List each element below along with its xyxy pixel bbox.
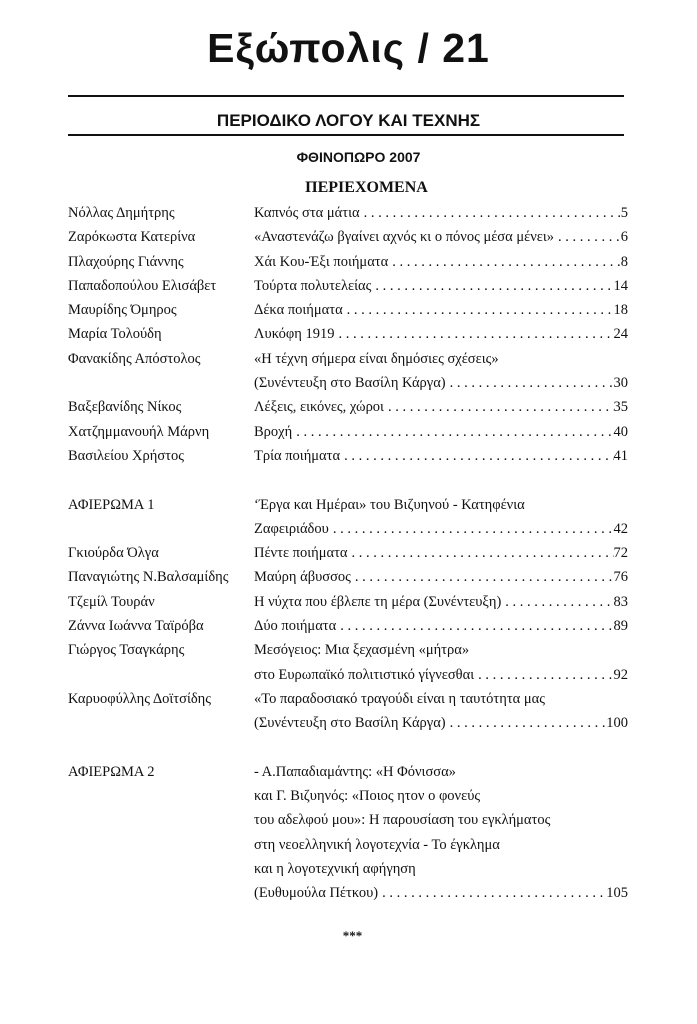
toc-title-block — [254, 565, 628, 589]
toc-title-block — [254, 250, 628, 274]
toc-page-number: 105 — [606, 885, 628, 902]
toc-title-line — [254, 444, 628, 468]
toc-title-line — [254, 493, 628, 517]
toc-page-number: 83 — [613, 593, 628, 610]
toc-title-line — [254, 517, 628, 541]
toc-page-number: 100 — [606, 715, 628, 732]
toc-author: Γιώργος Τσαγκάρης — [68, 642, 185, 659]
toc-title-block — [254, 347, 628, 396]
dot-leader — [329, 517, 614, 541]
toc-entry — [68, 395, 628, 419]
toc-entry — [68, 760, 628, 906]
dot-leader — [351, 565, 614, 589]
toc-title-block — [254, 201, 628, 225]
masthead-title: Εξώπολις / 21 — [207, 25, 490, 71]
toc-title-block — [254, 274, 628, 298]
toc-entry — [68, 347, 628, 396]
toc-title-line — [254, 371, 628, 395]
dot-leader — [501, 590, 613, 614]
toc-page-number: 40 — [613, 423, 628, 440]
toc-page-number: 30 — [613, 375, 628, 392]
dot-leader — [474, 663, 613, 687]
journal-subtitle: ΠΕΡΙΟΔΙΚΟ ΛΟΓΟΥ ΚΑΙ ΤΕΧΝΗΣ — [216, 111, 481, 130]
toc-page-number: 24 — [613, 326, 628, 343]
toc-author: Καρυοφύλλης Δοϊτσίδης — [68, 690, 212, 707]
table-of-contents — [68, 201, 628, 906]
toc-entry — [68, 298, 628, 322]
toc-work-title: ‘Έργα και Ημέραι» του Βιζυηνού - Κατηφένια — [254, 496, 525, 513]
toc-work-title: (Συνέντευξη στο Βασίλη Κάργα) — [254, 715, 446, 732]
toc-title-line — [254, 541, 628, 565]
toc-work-title: Μεσόγειος: Μια ξεχασμένη «μήτρα» — [254, 642, 470, 659]
toc-title-line — [254, 250, 628, 274]
toc-title-line — [254, 225, 628, 249]
toc-page-number: 72 — [613, 545, 628, 562]
toc-title-line — [254, 881, 628, 905]
toc-entry — [68, 687, 628, 736]
toc-page-number: 35 — [613, 399, 628, 416]
toc-work-title: «Η τέχνη σήμερα είναι δημόσιες σχέσεις» — [254, 350, 499, 367]
toc-author: Βασιλείου Χρήστος — [68, 447, 184, 464]
toc-page-number: 18 — [613, 302, 628, 319]
toc-work-title: Χάι Κου-Έξι ποιήματα — [254, 253, 389, 270]
dot-leader — [335, 322, 614, 346]
toc-entry — [68, 420, 628, 444]
toc-title-line — [254, 638, 628, 662]
toc-title-line — [254, 201, 628, 225]
toc-author: Φανακίδης Απόστολος — [68, 350, 201, 367]
toc-work-title: Βροχή — [254, 423, 293, 440]
toc-work-title: και Γ. Βιζυηνός: «Ποιος ητον ο φονεύς — [254, 788, 481, 805]
dot-leader — [360, 201, 621, 225]
toc-work-title: Καπνός στα μάτια — [254, 205, 360, 221]
toc-work-title: στο Ευρωπαϊκό πολιτιστικό γίγνεσθαι — [254, 666, 475, 683]
toc-title-line — [254, 322, 628, 346]
toc-page-number: 8 — [620, 253, 628, 270]
toc-title-line — [254, 395, 628, 419]
toc-work-title: στη νεοελληνική λογοτεχνία - Το έγκλημα — [254, 836, 500, 853]
toc-work-title: Λέξεις, εικόνες, χώροι — [254, 399, 384, 416]
toc-author: Γκιούρδα Όλγα — [68, 545, 159, 562]
toc-author: Βαξεβανίδης Νίκος — [68, 399, 182, 416]
toc-author: Χατζημμανουήλ Μάρνη — [68, 423, 210, 440]
toc-work-title: Πέντε ποιήματα — [254, 545, 348, 562]
toc-entry — [68, 274, 628, 298]
toc-title-line — [254, 687, 628, 711]
toc-page-number: 14 — [613, 277, 628, 294]
toc-page-number: 41 — [613, 447, 628, 464]
toc-title-block — [254, 420, 628, 444]
toc-title-block — [254, 760, 628, 906]
toc-author: Τζεμίλ Τουράν — [68, 593, 155, 610]
toc-title-block — [254, 638, 628, 687]
toc-author: Νόλλας Δημήτρης — [68, 205, 175, 221]
toc-work-title: «Αναστενάζω βγαίνει αχνός κι ο πόνος μέσα μένει» — [254, 229, 555, 246]
toc-page-number: 76 — [613, 569, 628, 586]
issue-season: ΦΘΙΝΟΠΩΡΟ 2007 — [296, 149, 421, 165]
dot-leader — [343, 298, 614, 322]
dot-leader — [554, 225, 621, 249]
closing-asterisks: *** — [342, 928, 363, 943]
toc-title-line — [254, 274, 628, 298]
toc-entry — [68, 250, 628, 274]
toc-entry — [68, 614, 628, 638]
toc-author: Παπαδοπούλου Ελισάβετ — [68, 277, 217, 294]
toc-work-title: Η νύχτα που έβλεπε τη μέρα (Συνέντευξη) — [254, 593, 502, 610]
toc-entry — [68, 322, 628, 346]
toc-title-block — [254, 687, 628, 736]
toc-author: ΑΦΙΕΡΩΜΑ 1 — [68, 496, 155, 513]
toc-title-block — [254, 395, 628, 419]
toc-work-title: (Συνέντευξη στο Βασίλη Κάργα) — [254, 375, 446, 392]
toc-author: Ζάννα Ιωάννα Ταϊρόβα — [68, 618, 204, 635]
dot-leader — [446, 711, 607, 735]
toc-entry — [68, 444, 628, 468]
toc-author: Παναγιώτης Ν.Βαλσαμίδης — [68, 569, 229, 586]
toc-work-title: «Το παραδοσιακό τραγούδι είναι η ταυτότητα μας — [254, 690, 545, 707]
toc-title-block — [254, 493, 628, 542]
toc-author: Πλαχούρης Γιάννης — [68, 253, 184, 270]
toc-work-title: του αδελφού μου»: Η παρουσίαση του εγκλήματος — [254, 812, 551, 829]
toc-title-line — [254, 614, 628, 638]
subtitle-rule — [68, 134, 624, 136]
toc-title-line — [254, 298, 628, 322]
toc-work-title: Τρία ποιήματα — [254, 447, 341, 464]
toc-title-line — [254, 663, 628, 687]
toc-work-title: (Ευθυμούλα Πέτκου) — [254, 885, 379, 902]
toc-page-number: 92 — [613, 666, 628, 683]
top-rule — [68, 95, 624, 97]
toc-title-line — [254, 784, 628, 808]
toc-author: Μαυρίδης Όμηρος — [68, 302, 177, 319]
toc-title-line — [254, 760, 628, 784]
toc-title-line — [254, 347, 628, 371]
dot-leader — [292, 420, 613, 444]
toc-work-title: Ζαφειριάδου — [254, 520, 329, 537]
toc-title-block — [254, 444, 628, 468]
toc-title-block — [254, 322, 628, 346]
dot-leader — [446, 371, 614, 395]
toc-title-line — [254, 711, 628, 735]
toc-entry — [68, 541, 628, 565]
toc-page-number: 5 — [620, 205, 628, 221]
toc-work-title: Λυκόφη 1919 — [254, 326, 335, 343]
toc-work-title: Δύο ποιήματα — [254, 618, 337, 635]
dot-leader — [384, 395, 614, 419]
toc-author: Ζαρόκωστα Κατερίνα — [68, 229, 196, 246]
toc-entry — [68, 565, 628, 589]
toc-title-line — [254, 833, 628, 857]
toc-entry — [68, 638, 628, 687]
toc-entry — [68, 201, 628, 225]
dot-leader — [388, 250, 621, 274]
toc-work-title: - Α.Παπαδιαμάντης: «Η Φόνισσα» — [254, 763, 456, 780]
toc-title-block — [254, 614, 628, 638]
toc-work-title: Τούρτα πολυτελείας — [254, 277, 372, 294]
toc-title-line — [254, 565, 628, 589]
dot-leader — [340, 444, 613, 468]
toc-author: Μαρία Τολούδη — [68, 326, 162, 343]
toc-author: ΑΦΙΕΡΩΜΑ 2 — [68, 763, 155, 780]
section-spacer — [68, 468, 628, 492]
toc-entry — [68, 225, 628, 249]
dot-leader — [371, 274, 613, 298]
toc-title-line — [254, 857, 628, 881]
contents-heading: ΠΕΡΙΕΧΟΜΕΝΑ — [305, 179, 428, 196]
dot-leader — [348, 541, 614, 565]
toc-title-block — [254, 541, 628, 565]
toc-page-number: 42 — [613, 520, 628, 537]
toc-title-block — [254, 298, 628, 322]
toc-work-title: Μαύρη άβυσσος — [254, 569, 351, 586]
toc-title-block — [254, 225, 628, 249]
toc-entry — [68, 590, 628, 614]
dot-leader — [378, 881, 606, 905]
toc-page-number: 89 — [613, 618, 628, 635]
toc-work-title: και η λογοτεχνική αφήγηση — [254, 861, 416, 878]
toc-entry — [68, 493, 628, 542]
toc-title-line — [254, 420, 628, 444]
dot-leader — [336, 614, 613, 638]
toc-title-line — [254, 590, 628, 614]
toc-title-block — [254, 590, 628, 614]
toc-title-line — [254, 808, 628, 832]
toc-page-number: 6 — [620, 229, 628, 246]
section-spacer — [68, 736, 628, 760]
toc-work-title: Δέκα ποιήματα — [254, 302, 343, 319]
